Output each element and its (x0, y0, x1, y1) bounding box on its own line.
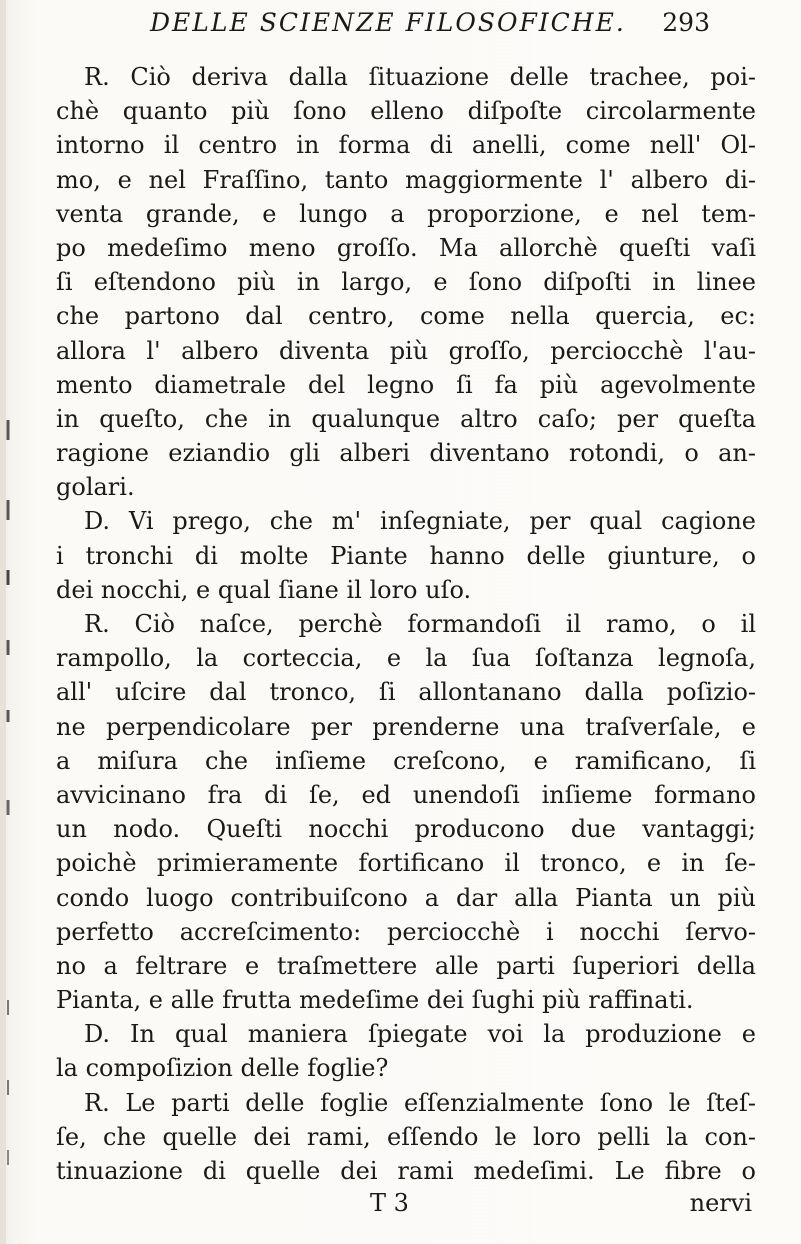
body-text (56, 60, 756, 1188)
page-number: 293 (662, 8, 710, 37)
text-line: dei nocchi, e qual ſiane il loro uſo. (56, 575, 472, 604)
text-line: la compoſizion delle foglie? (56, 1054, 389, 1083)
text-line: allora l' albero diventa più groſſo, perciocchè l'au- (56, 336, 756, 365)
gutter-shadow-marks (0, 0, 30, 1244)
text-line: intorno il centro in forma di anelli, come nell' Ol- (56, 131, 756, 160)
text-line: R. Ciò deriva dalla ſituazione delle trachee, poi- (84, 63, 756, 91)
text-line: all' uſcire dal tronco, ſi allontanano dalla poſizio- (56, 678, 756, 707)
text-line: ſi eſtendono più in largo, e ſono diſpoſti in linee (56, 268, 756, 297)
text-line: mo, e nel Fraſſino, tanto maggiormente l' albero di- (56, 165, 756, 194)
text-line: chè quanto più ſono elleno diſpoſte circolarmente (56, 97, 756, 126)
page-footer (56, 1189, 756, 1223)
text-line: D. In qual maniera ſpiegate voi la produzione e (84, 1020, 756, 1049)
text-line: avvicinano fra di ſe, ed unendoſi inſieme formano (56, 780, 756, 809)
text-line: mento diametrale del legno ſi fa più agevolmente (56, 370, 756, 399)
text-line: ſe, che quelle dei rami, eſſendo le loro pelli la con- (56, 1122, 756, 1151)
text-line: poichè primieramente fortificano il tronco, e in ſe- (56, 849, 756, 878)
text-line: perfetto accreſcimento: perciocchè i nocchi ſervo- (56, 917, 756, 946)
text-line: i tronchi di molte Piante hanno delle giunture, o (56, 541, 756, 570)
text-line: condo luogo contribuiſcono a dar alla Pianta un più (56, 883, 756, 912)
catchword: nervi (689, 1189, 752, 1217)
text-line: R. Le parti delle foglie eſſenzialmente ſono le ſteſ- (84, 1088, 756, 1117)
text-line: ragione eziandio gli alberi diventano rotondi, o an- (56, 439, 756, 468)
text-line: rampollo, la corteccia, e la ſua ſoſtanza legnoſa, (56, 644, 756, 673)
text-line: ne perpendicolare per prenderne una traſverſale, e (56, 712, 756, 741)
running-title: DELLE SCIENZE FILOSOFICHE. (150, 8, 626, 37)
text-line: golari. (56, 473, 135, 502)
page-header (150, 8, 710, 52)
text-line: R. Ciò naſce, perchè formandoſi il ramo, o il (84, 610, 756, 638)
signature-mark: T 3 (370, 1189, 409, 1217)
text-line: che partono dal centro, come nella quercia, ec: (56, 302, 756, 331)
text-line: po medeſimo meno groſſo. Ma allorchè queſti vaſi (56, 233, 756, 262)
text-line: in queſto, che in qualunque altro caſo; per queſta (56, 404, 756, 433)
text-line: tinuazione di quelle dei rami medeſimi. Le fibre o (56, 1157, 756, 1185)
text-line: a miſura che inſieme creſcono, e ramificano, ſi (56, 746, 756, 775)
text-line: no a feltrare e traſmettere alle parti ſuperiori della (56, 951, 756, 980)
text-line: un nodo. Queſti nocchi producono due vantaggi; (56, 815, 756, 844)
text-line: D. Vi prego, che m' inſegniate, per qual cagione (84, 507, 756, 536)
text-line: Pianta, e alle frutta medeſime dei ſughi più raffinati. (56, 986, 694, 1015)
text-line: venta grande, e lungo a proporzione, e nel tem- (56, 199, 756, 228)
